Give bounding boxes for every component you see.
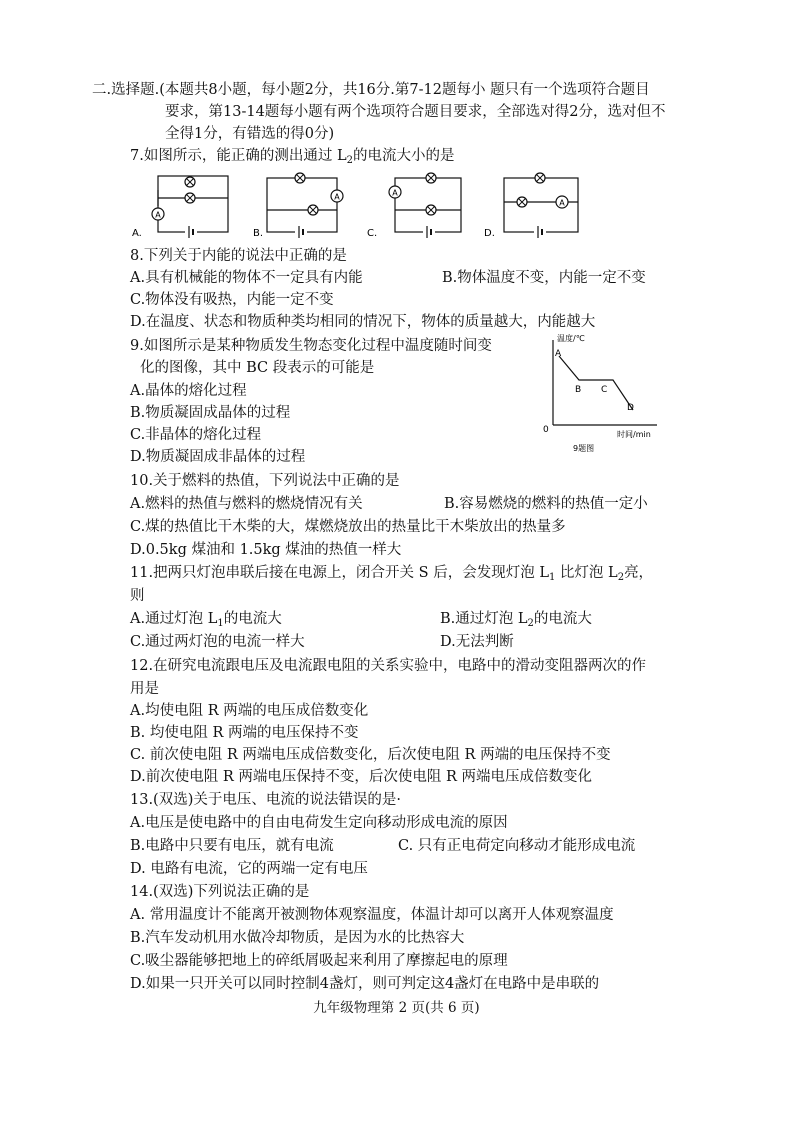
q12-stem-line1: 12.在研究电流跟电压及电流跟电阻的关系实验中，电路中的滑动变阻器两次的作 (130, 658, 647, 674)
q11-option-b: B.通过灯泡 $L_2$的电流大 (440, 611, 592, 629)
q13-option-c: C. 只有正电荷定向移动才能形成电流 (398, 838, 636, 854)
q11-option-a: A.通过灯泡 $L_1$的电流大 (130, 611, 282, 629)
q11-option-d: D.无法判断 (440, 634, 514, 650)
ammeter-icon (331, 190, 343, 202)
graph-point-b: B (575, 385, 582, 395)
lamp-l2-icon (185, 193, 195, 203)
lamp-l1-icon (185, 177, 195, 187)
graph-caption: 9题图 (573, 444, 595, 453)
graph-origin: 0 (543, 425, 549, 435)
q10-option-d: D.0.5kg 煤油和 1.5kg 煤油的热值一样大 (130, 542, 402, 558)
q12-option-d: D.前次使电阻 R 两端电压保持不变，后次使电阻 R 两端电压成倍数变化 (130, 769, 592, 785)
lamp-l1-icon (535, 173, 545, 183)
q14-stem: 14.(双选)下列说法正确的是 (130, 884, 310, 900)
graph-point-d: D (627, 403, 634, 413)
graph-point-a: A (555, 349, 562, 359)
q8-option-b: B.物体温度不变，内能一定不变 (442, 270, 646, 286)
q7-option-a-label: A. (132, 228, 142, 239)
q8-option-c: C.物体没有吸热，内能一定不变 (130, 292, 334, 308)
section-instructions-line2: 要求，第13-14题每小题有两个选项符合题目要求，全部选对得2分，选对但不 (165, 104, 666, 120)
q12-stem-line2: 用是 (130, 681, 159, 697)
graph-y-label: 温度/℃ (557, 334, 585, 343)
q14-option-b: B.汽车发动机用水做冷却物质，是因为水的比热容大 (130, 930, 465, 946)
q9-option-c: C.非晶体的熔化过程 (130, 427, 262, 443)
q7-circuit-c (365, 170, 465, 238)
lamp-l1-icon (426, 205, 436, 215)
q13-option-a: A.电压是使电路中的自由电荷发生定向移动形成电流的原因 (130, 815, 508, 831)
q13-option-d: D. 电路有电流，它的两端一定有电压 (130, 861, 368, 877)
q14-option-c: C.吸尘器能够把地上的碎纸屑吸起来利用了摩擦起电的原理 (130, 953, 508, 969)
q9-temperature-graph (535, 330, 665, 455)
lamp-l1-icon (308, 205, 318, 215)
svg-text:A: A (334, 192, 340, 202)
graph-point-c: C (601, 385, 608, 395)
lamp-l2-icon (295, 173, 305, 183)
q11-stem-line2: 则 (130, 588, 145, 604)
q8-option-a: A.具有机械能的物体不一定具有内能 (130, 270, 363, 286)
q12-option-a: A.均使电阻 R 两端的电压成倍数变化 (130, 703, 369, 719)
q8-stem: 8.下列关于内能的说法中正确的是 (130, 248, 347, 264)
lamp-l2-icon (517, 197, 527, 207)
q14-option-d: D.如果一只开关可以同时控制4盏灯，则可判定这4盏灯在电路中是串联的 (130, 976, 600, 992)
battery-icon (295, 225, 307, 239)
ammeter-icon (556, 196, 568, 208)
q9-stem-line2: 化的图像，其中 BC 段表示的可能是 (140, 360, 375, 376)
battery-icon (534, 225, 546, 239)
q10-option-b: B.容易燃烧的燃料的热值一定小 (444, 496, 648, 512)
section-heading: 二.选择题.(本题共8小题，每小题2分，共16分.第7-12题每小 题只有一个选项符合题目 (92, 82, 650, 98)
ammeter-icon (389, 186, 401, 198)
q7-option-d-label: D. (484, 228, 495, 239)
q7-circuit-d (478, 170, 588, 238)
graph-curve (559, 356, 633, 410)
q9-option-a: A.晶体的熔化过程 (130, 383, 247, 399)
q7-circuit-b (255, 170, 355, 238)
q7-option-b-label: B. (253, 228, 264, 239)
q7-stem: 7.如图所示，能正确的测出通过 $L_2$的电流大小的是 (130, 148, 455, 166)
ammeter-icon (152, 208, 164, 220)
svg-text:A: A (392, 188, 398, 198)
q10-stem: 10.关于燃料的热值，下列说法中正确的是 (130, 473, 400, 489)
q12-option-b: B. 均使电阻 R 两端的电压保持不变 (130, 725, 359, 741)
q11-stem: 11.把两只灯泡串联后接在电源上，闭合开关 S 后，会发现灯泡 $L_1$ 比灯泡 $L_2$亮， (130, 565, 654, 583)
q7-option-c-label: C. (367, 228, 378, 239)
svg-text:A: A (559, 198, 565, 208)
q14-option-a: A. 常用温度计不能离开被测物体观察温度，体温计却可以离开人体观察温度 (130, 907, 614, 923)
q10-option-c: C.煤的热值比干木柴的大，煤燃烧放出的热量比干木柴放出的热量多 (130, 519, 566, 535)
svg-text:A: A (155, 210, 161, 220)
q11-option-c: C.通过两灯泡的电流一样大 (130, 634, 305, 650)
q9-option-b: B.物质凝固成晶体的过程 (130, 405, 291, 421)
q8-option-d: D.在温度、状态和物质种类均相同的情况下，物体的质量越大，内能越大 (130, 314, 596, 330)
graph-x-label: 时间/min (617, 430, 651, 439)
q7-circuit-a (130, 170, 230, 238)
lamp-l2-icon (426, 173, 436, 183)
battery-icon (423, 225, 435, 239)
q10-option-a: A.燃料的热值与燃料的燃烧情况有关 (130, 496, 363, 512)
q13-stem: 13.(双选)关于电压、电流的说法错误的是· (130, 792, 401, 808)
q9-option-d: D.物质凝固成非晶体的过程 (130, 449, 306, 465)
q9-stem-line1: 9.如图所示是某种物质发生物态变化过程中温度随时间变 (130, 338, 492, 354)
section-instructions-line3: 全得1分，有错选的得0分) (165, 126, 335, 142)
battery-icon (185, 225, 197, 239)
q12-option-c: C. 前次使电阻 R 两端电压成倍数变化，后次使电阻 R 两端的电压保持不变 (130, 747, 611, 763)
q13-option-b: B.电路中只要有电压，就有电流 (130, 838, 334, 854)
page-footer: 九年级物理第 2 页(共 6 页) (313, 1000, 480, 1016)
